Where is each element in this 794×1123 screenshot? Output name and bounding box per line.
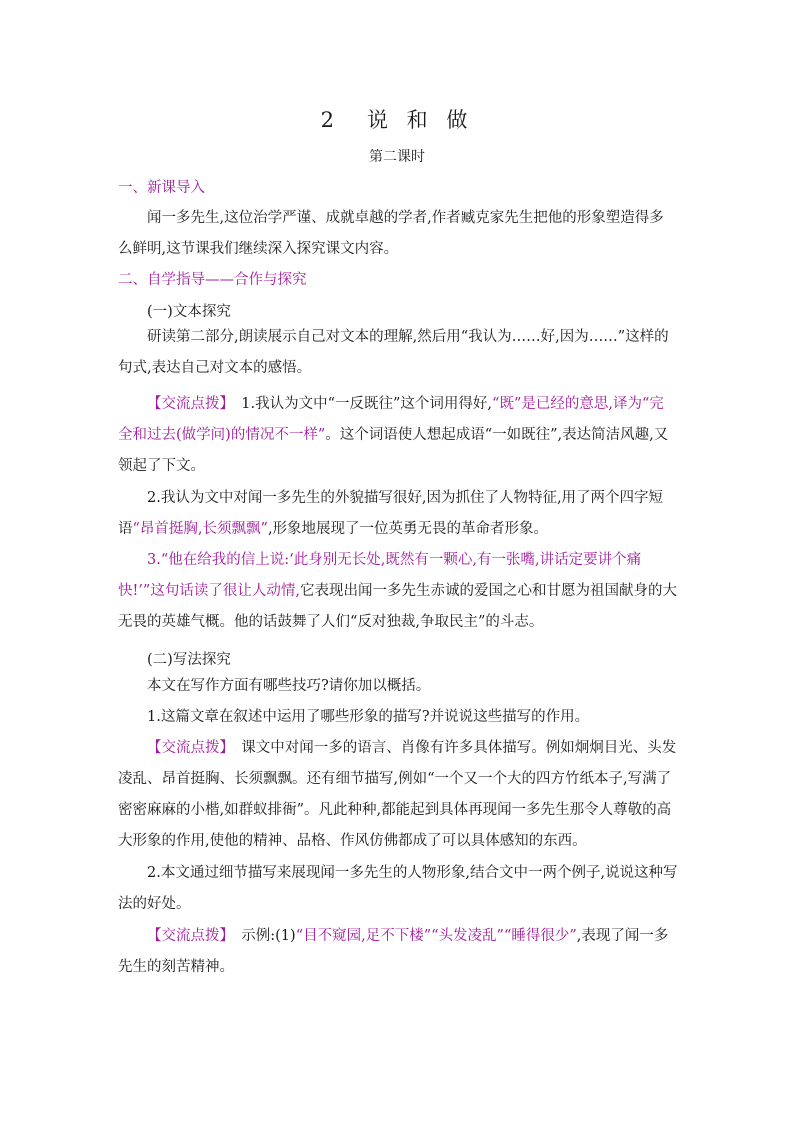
answer-1-text: 课文中对闻一多的语言、肖像有许多具体描写。例如炯炯目光、头发凌乱、昂首挺胸、长须飘飘。还有细节描写,例如“一个又一个大的四方竹纸本子,写满了密密麻麻的小楷,如群蚁排衙”。凡此种种,都能起到具体再现闻一多先生那令人尊敬的高大形象的作用,使他的精神、品格、作风仿佛都成了可以具体感知的东西。 [118,740,677,849]
point-3-text-b: 它表现出闻一多先生赤诚的爱国之心和甘愿为祖国献身的大无畏的英雄气概。他的话鼓舞了人们“反对独裁,争取民主”的斗志。 [118,583,677,630]
discussion-point-2 [118,483,678,545]
answer-2 [118,921,678,983]
section-heading-intro: 一、新课导入 [118,180,205,196]
section-heading-study: 二、自学指导——合作与探究 [118,272,307,288]
point-1-text-a: 1.我认为文中“一反既往”这个词用得好, [241,396,493,412]
page-title: 2 说 和 做 [320,108,474,132]
question-2: 2.本文通过细节描写来展现闻一多先生的人物形象,结合文中一两个例子,说说这种写法的好处。 [118,865,678,912]
page-subtitle: 第二课时 [369,149,425,165]
answer-1 [118,733,678,857]
answer-2-text-a: 示例:(1) [241,928,296,944]
answer-2-text-b: “目不窥园,足不下楼”“头发凌乱”“睡得很少” [295,928,577,944]
intro-paragraph: 闻一多先生,这位治学严谨、成就卓越的学者,作者臧克家先生把他的形象塑造得多么鲜明,这节课我们继续深入探究课文内容。 [118,210,664,257]
point-3-text-a: 3.“他在给我的信上说:‘此身别无长处,既然有一颗心,有一张嘴,讲话定要讲个痛快!’”这句话读了很让人动情, [118,552,642,599]
point-2-text-a: 2.我认为文中对闻一多先生的外貌描写很好,因为抓住了人物特征,用了两个四字短语 [118,490,664,537]
point-2-text-c: ,形象地展现了一位英勇无畏的革命者形象。 [267,521,549,537]
discussion-tag: 【交流点拨】 [147,740,227,756]
discussion-point-1 [118,389,678,482]
subheading-text-study: (一)文本探究 [147,304,231,320]
point-1-text-b: “既”是已经的意思,译为“完全和过去(做学问)的情况不一样” [118,396,664,443]
text-study-paragraph: 研读第二部分,朗读展示自己对文本的理解,然后用“我认为……好,因为……”这样的句式,表达自己对文本的感悟。 [118,329,669,376]
writing-study-question: 本文在写作方面有哪些技巧?请你加以概括。 [147,678,431,694]
discussion-tag: 【交流点拨】 [147,396,227,412]
answer-2-text-c: ,表现了闻一多先生的刻苦精神。 [118,928,669,975]
point-2-text-b: “昂首挺胸,长须飘飘” [132,521,268,537]
subheading-writing-study: (二)写法探究 [147,652,231,668]
discussion-point-3 [118,545,678,638]
point-1-text-c: 。这个词语使人想起成语“一如既往”,表达简洁风趣,又领起了下文。 [118,427,669,474]
question-1: 1.这篇文章在叙述中运用了哪些形象的描写?并说说这些描写的作用。 [147,709,590,725]
discussion-tag: 【交流点拨】 [147,928,227,944]
